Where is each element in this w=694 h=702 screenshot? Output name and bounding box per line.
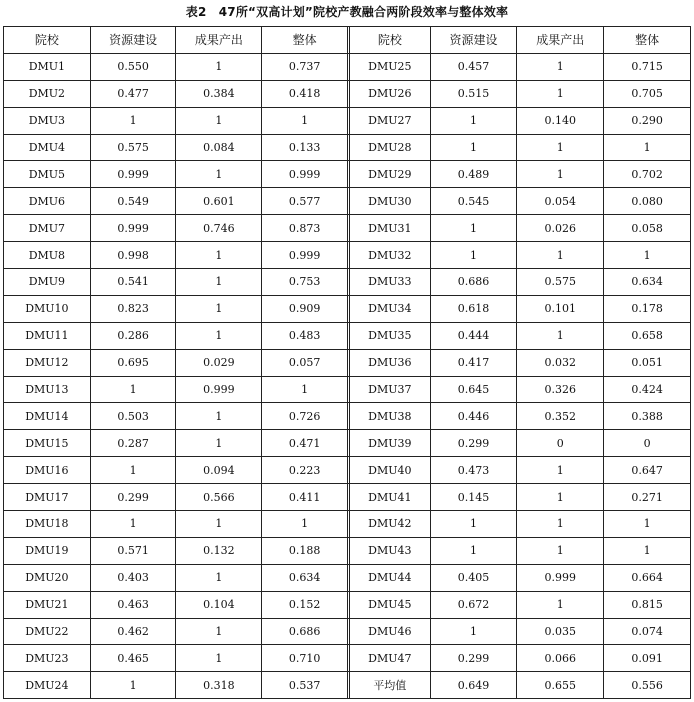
cell-resource: 1 — [430, 134, 517, 161]
cell-output: 0.566 — [176, 484, 262, 511]
cell-output: 1 — [176, 107, 262, 134]
table-row — [4, 618, 691, 645]
table-row — [4, 269, 691, 296]
cell-resource: 0.618 — [430, 295, 517, 322]
cell-resource: 1 — [430, 511, 517, 538]
cell-output: 0.104 — [176, 591, 262, 618]
cell-resource: 1 — [90, 107, 176, 134]
cell-output: 1 — [176, 403, 262, 430]
cell-school: DMU31 — [349, 215, 430, 242]
cell-school: DMU12 — [4, 349, 91, 376]
cell-resource: 0.299 — [430, 430, 517, 457]
cell-output: 1 — [176, 564, 262, 591]
header-school: 院校 — [4, 27, 91, 54]
cell-overall: 0.080 — [604, 188, 691, 215]
cell-resource: 0.462 — [90, 618, 176, 645]
cell-overall: 0.702 — [604, 161, 691, 188]
cell-school: DMU27 — [349, 107, 430, 134]
cell-school: DMU25 — [349, 53, 430, 80]
table-row — [4, 537, 691, 564]
cell-resource: 0.457 — [430, 53, 517, 80]
cell-resource: 1 — [430, 537, 517, 564]
cell-output: 0.575 — [517, 269, 604, 296]
cell-school: DMU21 — [4, 591, 91, 618]
cell-school: DMU36 — [349, 349, 430, 376]
cell-resource: 0.403 — [90, 564, 176, 591]
cell-output: 1 — [517, 242, 604, 269]
cell-overall: 0.418 — [262, 80, 348, 107]
table-row — [4, 161, 691, 188]
cell-overall: 0.737 — [262, 53, 348, 80]
header-resource: 资源建设 — [430, 27, 517, 54]
cell-overall: 0.133 — [262, 134, 348, 161]
cell-resource: 1 — [430, 107, 517, 134]
cell-resource: 0.550 — [90, 53, 176, 80]
cell-output: 0.140 — [517, 107, 604, 134]
cell-school: DMU42 — [349, 511, 430, 538]
cell-overall: 1 — [604, 242, 691, 269]
cell-school: DMU7 — [4, 215, 91, 242]
cell-school: DMU14 — [4, 403, 91, 430]
cell-overall: 0.057 — [262, 349, 348, 376]
cell-overall: 0.556 — [604, 672, 691, 699]
table-row — [4, 403, 691, 430]
cell-output: 0.601 — [176, 188, 262, 215]
cell-school: DMU11 — [4, 322, 91, 349]
cell-output: 0.054 — [517, 188, 604, 215]
cell-school: DMU34 — [349, 295, 430, 322]
cell-overall: 0.710 — [262, 645, 348, 672]
cell-school: DMU40 — [349, 457, 430, 484]
cell-output: 0.318 — [176, 672, 262, 699]
cell-overall: 0.388 — [604, 403, 691, 430]
header-school: 院校 — [349, 27, 430, 54]
cell-output: 0.084 — [176, 134, 262, 161]
cell-overall: 0.577 — [262, 188, 348, 215]
cell-school: DMU41 — [349, 484, 430, 511]
cell-overall: 0.753 — [262, 269, 348, 296]
cell-school: DMU30 — [349, 188, 430, 215]
cell-resource: 0.571 — [90, 537, 176, 564]
cell-school: DMU28 — [349, 134, 430, 161]
cell-output: 1 — [176, 242, 262, 269]
cell-school: 平均值 — [349, 672, 430, 699]
cell-overall: 0.815 — [604, 591, 691, 618]
cell-output: 0.999 — [517, 564, 604, 591]
cell-output: 1 — [176, 161, 262, 188]
table-row — [4, 349, 691, 376]
table-row — [4, 511, 691, 538]
cell-overall: 0.074 — [604, 618, 691, 645]
cell-school: DMU24 — [4, 672, 91, 699]
cell-resource: 0.287 — [90, 430, 176, 457]
cell-output: 0.035 — [517, 618, 604, 645]
cell-school: DMU37 — [349, 376, 430, 403]
cell-school: DMU32 — [349, 242, 430, 269]
cell-output: 1 — [517, 80, 604, 107]
cell-resource: 0.575 — [90, 134, 176, 161]
cell-school: DMU26 — [349, 80, 430, 107]
cell-resource: 0.417 — [430, 349, 517, 376]
cell-resource: 1 — [430, 242, 517, 269]
cell-school: DMU10 — [4, 295, 91, 322]
cell-output: 1 — [517, 484, 604, 511]
header-row — [4, 27, 691, 54]
header-output: 成果产出 — [517, 27, 604, 54]
efficiency-table — [3, 26, 691, 699]
cell-resource: 0.645 — [430, 376, 517, 403]
table-row — [4, 430, 691, 457]
cell-resource: 1 — [430, 618, 517, 645]
table-row — [4, 322, 691, 349]
table-row — [4, 107, 691, 134]
cell-overall: 0.658 — [604, 322, 691, 349]
cell-overall: 1 — [604, 537, 691, 564]
cell-output: 0.999 — [176, 376, 262, 403]
table-row — [4, 80, 691, 107]
cell-overall: 0.424 — [604, 376, 691, 403]
header-overall: 整体 — [262, 27, 348, 54]
cell-resource: 0.473 — [430, 457, 517, 484]
cell-overall: 0.715 — [604, 53, 691, 80]
cell-school: DMU29 — [349, 161, 430, 188]
cell-resource: 0.145 — [430, 484, 517, 511]
table-row — [4, 672, 691, 699]
cell-overall: 0.873 — [262, 215, 348, 242]
cell-overall: 0.999 — [262, 242, 348, 269]
cell-resource: 0.489 — [430, 161, 517, 188]
cell-school: DMU22 — [4, 618, 91, 645]
cell-output: 1 — [176, 269, 262, 296]
cell-overall: 0.483 — [262, 322, 348, 349]
cell-output: 1 — [176, 645, 262, 672]
cell-output: 0.655 — [517, 672, 604, 699]
cell-output: 1 — [176, 322, 262, 349]
table-row — [4, 295, 691, 322]
cell-school: DMU8 — [4, 242, 91, 269]
cell-school: DMU16 — [4, 457, 91, 484]
cell-overall: 1 — [604, 134, 691, 161]
cell-overall: 0.091 — [604, 645, 691, 672]
cell-resource: 0.405 — [430, 564, 517, 591]
cell-resource: 0.541 — [90, 269, 176, 296]
cell-school: DMU39 — [349, 430, 430, 457]
cell-overall: 0.999 — [262, 161, 348, 188]
cell-resource: 0.477 — [90, 80, 176, 107]
cell-output: 0.029 — [176, 349, 262, 376]
table-row — [4, 53, 691, 80]
cell-overall: 0.178 — [604, 295, 691, 322]
cell-resource: 0.545 — [430, 188, 517, 215]
cell-output: 1 — [176, 53, 262, 80]
cell-resource: 0.999 — [90, 215, 176, 242]
cell-overall: 0.537 — [262, 672, 348, 699]
cell-school: DMU43 — [349, 537, 430, 564]
cell-overall: 0.188 — [262, 537, 348, 564]
cell-overall: 0.058 — [604, 215, 691, 242]
cell-school: DMU46 — [349, 618, 430, 645]
cell-school: DMU4 — [4, 134, 91, 161]
cell-resource: 0.286 — [90, 322, 176, 349]
table-row — [4, 376, 691, 403]
cell-resource: 0.446 — [430, 403, 517, 430]
cell-overall: 1 — [262, 376, 348, 403]
cell-school: DMU20 — [4, 564, 91, 591]
cell-overall: 1 — [604, 511, 691, 538]
cell-output: 1 — [176, 430, 262, 457]
table-row — [4, 591, 691, 618]
cell-output: 1 — [517, 537, 604, 564]
cell-resource: 0.515 — [430, 80, 517, 107]
cell-resource: 0.672 — [430, 591, 517, 618]
table-row — [4, 564, 691, 591]
cell-resource: 0.686 — [430, 269, 517, 296]
table-row — [4, 484, 691, 511]
cell-output: 0.132 — [176, 537, 262, 564]
cell-overall: 0.664 — [604, 564, 691, 591]
cell-resource: 1 — [90, 672, 176, 699]
table-row — [4, 215, 691, 242]
cell-resource: 0.465 — [90, 645, 176, 672]
table-row — [4, 645, 691, 672]
cell-school: DMU1 — [4, 53, 91, 80]
table-row — [4, 457, 691, 484]
cell-school: DMU33 — [349, 269, 430, 296]
cell-resource: 0.649 — [430, 672, 517, 699]
cell-overall: 0.705 — [604, 80, 691, 107]
cell-overall: 0.051 — [604, 349, 691, 376]
table-caption: 表2 47所“双高计划”院校产教融合两阶段效率与整体效率 — [185, 5, 509, 19]
cell-school: DMU9 — [4, 269, 91, 296]
cell-overall: 0.634 — [604, 269, 691, 296]
table-row — [4, 242, 691, 269]
header-output: 成果产出 — [176, 27, 262, 54]
cell-overall: 0.223 — [262, 457, 348, 484]
cell-overall: 0.471 — [262, 430, 348, 457]
cell-school: DMU17 — [4, 484, 91, 511]
cell-output: 0.026 — [517, 215, 604, 242]
cell-output: 0.326 — [517, 376, 604, 403]
cell-output: 1 — [517, 322, 604, 349]
cell-output: 0.746 — [176, 215, 262, 242]
cell-school: DMU45 — [349, 591, 430, 618]
cell-resource: 1 — [90, 511, 176, 538]
cell-school: DMU5 — [4, 161, 91, 188]
cell-school: DMU6 — [4, 188, 91, 215]
cell-resource: 0.463 — [90, 591, 176, 618]
cell-overall: 1 — [262, 107, 348, 134]
cell-school: DMU38 — [349, 403, 430, 430]
cell-overall: 0.152 — [262, 591, 348, 618]
cell-overall: 0.647 — [604, 457, 691, 484]
cell-resource: 1 — [90, 457, 176, 484]
cell-output: 1 — [517, 134, 604, 161]
cell-output: 0.384 — [176, 80, 262, 107]
cell-overall: 0 — [604, 430, 691, 457]
cell-output: 0.066 — [517, 645, 604, 672]
cell-resource: 1 — [90, 376, 176, 403]
cell-overall: 0.726 — [262, 403, 348, 430]
cell-resource: 0.299 — [90, 484, 176, 511]
cell-overall: 0.411 — [262, 484, 348, 511]
header-resource: 资源建设 — [90, 27, 176, 54]
cell-school: DMU44 — [349, 564, 430, 591]
cell-resource: 1 — [430, 215, 517, 242]
cell-school: DMU23 — [4, 645, 91, 672]
cell-resource: 0.444 — [430, 322, 517, 349]
cell-overall: 0.686 — [262, 618, 348, 645]
cell-overall: 0.909 — [262, 295, 348, 322]
table-row — [4, 188, 691, 215]
cell-overall: 0.271 — [604, 484, 691, 511]
cell-overall: 1 — [262, 511, 348, 538]
cell-overall: 0.634 — [262, 564, 348, 591]
cell-resource: 0.998 — [90, 242, 176, 269]
cell-output: 0.101 — [517, 295, 604, 322]
cell-output: 1 — [517, 511, 604, 538]
cell-resource: 0.823 — [90, 295, 176, 322]
cell-school: DMU3 — [4, 107, 91, 134]
cell-output: 1 — [517, 53, 604, 80]
cell-output: 1 — [517, 591, 604, 618]
cell-overall: 0.290 — [604, 107, 691, 134]
cell-output: 0.352 — [517, 403, 604, 430]
cell-school: DMU47 — [349, 645, 430, 672]
cell-school: DMU18 — [4, 511, 91, 538]
cell-resource: 0.503 — [90, 403, 176, 430]
cell-resource: 0.695 — [90, 349, 176, 376]
cell-output: 1 — [176, 295, 262, 322]
cell-school: DMU15 — [4, 430, 91, 457]
cell-school: DMU13 — [4, 376, 91, 403]
cell-output: 1 — [176, 618, 262, 645]
cell-school: DMU35 — [349, 322, 430, 349]
cell-school: DMU19 — [4, 537, 91, 564]
cell-output: 1 — [176, 511, 262, 538]
table-row — [4, 134, 691, 161]
cell-output: 0 — [517, 430, 604, 457]
cell-school: DMU2 — [4, 80, 91, 107]
cell-resource: 0.549 — [90, 188, 176, 215]
cell-output: 1 — [517, 457, 604, 484]
cell-resource: 0.999 — [90, 161, 176, 188]
cell-output: 0.094 — [176, 457, 262, 484]
cell-output: 1 — [517, 161, 604, 188]
cell-resource: 0.299 — [430, 645, 517, 672]
header-overall: 整体 — [604, 27, 691, 54]
cell-output: 0.032 — [517, 349, 604, 376]
